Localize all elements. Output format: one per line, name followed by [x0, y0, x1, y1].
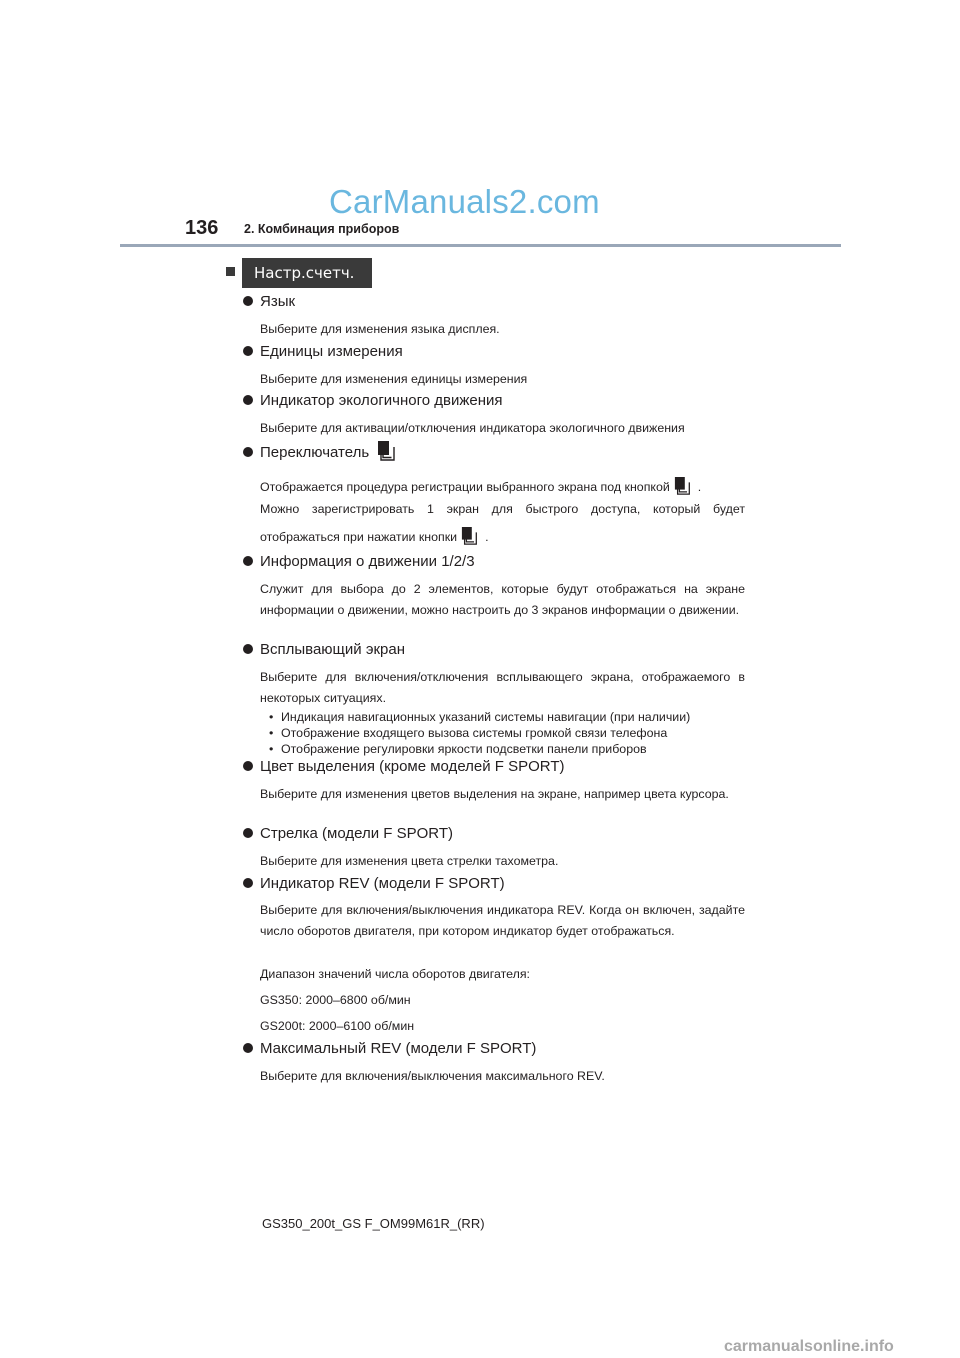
- item-title-switch: Переключатель: [243, 441, 403, 461]
- header-divider: [120, 244, 841, 247]
- chapter-title: 2. Комбинация приборов: [244, 222, 400, 236]
- item-text-eco-indicator: Выберите для активации/отключения индикатора экологичного движения: [260, 421, 685, 435]
- stacked-pages-icon: [674, 477, 692, 495]
- list-item: • Отображение регулировки яркости подсветки панели приборов: [269, 741, 739, 757]
- bullet-icon: [243, 346, 253, 356]
- bullet-icon: [243, 556, 253, 566]
- bullet-icon: [243, 447, 253, 457]
- list-item: • Отображение входящего вызова системы громкой связи телефона: [269, 725, 739, 741]
- watermark-logo: CarManuals2.com: [329, 183, 600, 220]
- bullet-icon: [243, 644, 253, 654]
- item-text-max-rev: Выберите для включения/выключения максимального REV.: [260, 1069, 605, 1083]
- stacked-pages-icon: [377, 441, 397, 461]
- item-title-highlight-color: Цвет выделения (кроме моделей F SPORT): [243, 757, 565, 777]
- site-watermark: carmanualsonline.info: [724, 1338, 894, 1355]
- item-text-language: Выберите для изменения языка дисплея.: [260, 322, 500, 336]
- list-item: • Индикация навигационных указаний системы навигации (при наличии): [269, 709, 739, 725]
- item-text-needle: Выберите для изменения цвета стрелки тахометра.: [260, 854, 559, 868]
- item-title-max-rev: Максимальный REV (модели F SPORT): [243, 1039, 536, 1059]
- item-text-switch-b: Можно зарегистрировать 1 экран для быстрого доступа, который будет: [260, 502, 745, 516]
- bullet-icon: [243, 878, 253, 888]
- item-title-rev-indicator: Индикатор REV (модели F SPORT): [243, 874, 505, 894]
- bullet-icon: [243, 828, 253, 838]
- item-title-needle: Стрелка (модели F SPORT): [243, 824, 453, 844]
- bullet-icon: [243, 296, 253, 306]
- stacked-pages-icon: [461, 527, 479, 545]
- section-marker-icon: [226, 267, 235, 276]
- item-text-highlight-color: Выберите для изменения цветов выделения на экране, например цвета курсора.: [260, 787, 729, 801]
- rev-range-gs200t: GS200t: 2000–6100 об/мин: [260, 1019, 415, 1033]
- section-title-tab: Настр.счетч.: [242, 258, 372, 288]
- item-title-eco-indicator: Индикатор экологичного движения: [243, 391, 503, 411]
- item-text-switch-a: Отображается процедура регистрации выбранного экрана под кнопкой .: [260, 477, 745, 498]
- bullet-icon: [243, 1043, 253, 1053]
- rev-range-label: Диапазон значений числа оборотов двигателя:: [260, 967, 530, 981]
- item-text-units: Выберите для изменения единицы измерения: [260, 372, 528, 386]
- item-title-units: Единицы измерения: [243, 342, 403, 362]
- bullet-icon: [243, 761, 253, 771]
- item-title-drive-info: Информация о движении 1/2/3: [243, 552, 475, 572]
- item-text-popup: Выберите для включения/отключения всплывающего экрана, отображаемого в некоторых ситуациях.: [260, 670, 745, 705]
- item-title-language: Язык: [243, 292, 295, 312]
- bullet-icon: [243, 395, 253, 405]
- page-number: 136: [185, 217, 219, 239]
- rev-range-gs350: GS350: 2000–6800 об/мин: [260, 993, 411, 1007]
- item-text-rev-indicator: Выберите для включения/выключения индикатора REV. Когда он включен, задайте число оборотов двигателя, при котором индикатор будет отображаться.: [260, 903, 745, 938]
- item-text-drive-info: Служит для выбора до 2 элементов, которые будут отображаться на экране информации о движении, можно настроить до 3 экранов информации о движении.: [260, 582, 745, 617]
- footer-model-code: GS350_200t_GS F_OM99M61R_(RR): [262, 1216, 485, 1231]
- item-title-popup: Всплывающий экран: [243, 640, 405, 660]
- item-text-switch-c: отображаться при нажатии кнопки .: [260, 527, 745, 548]
